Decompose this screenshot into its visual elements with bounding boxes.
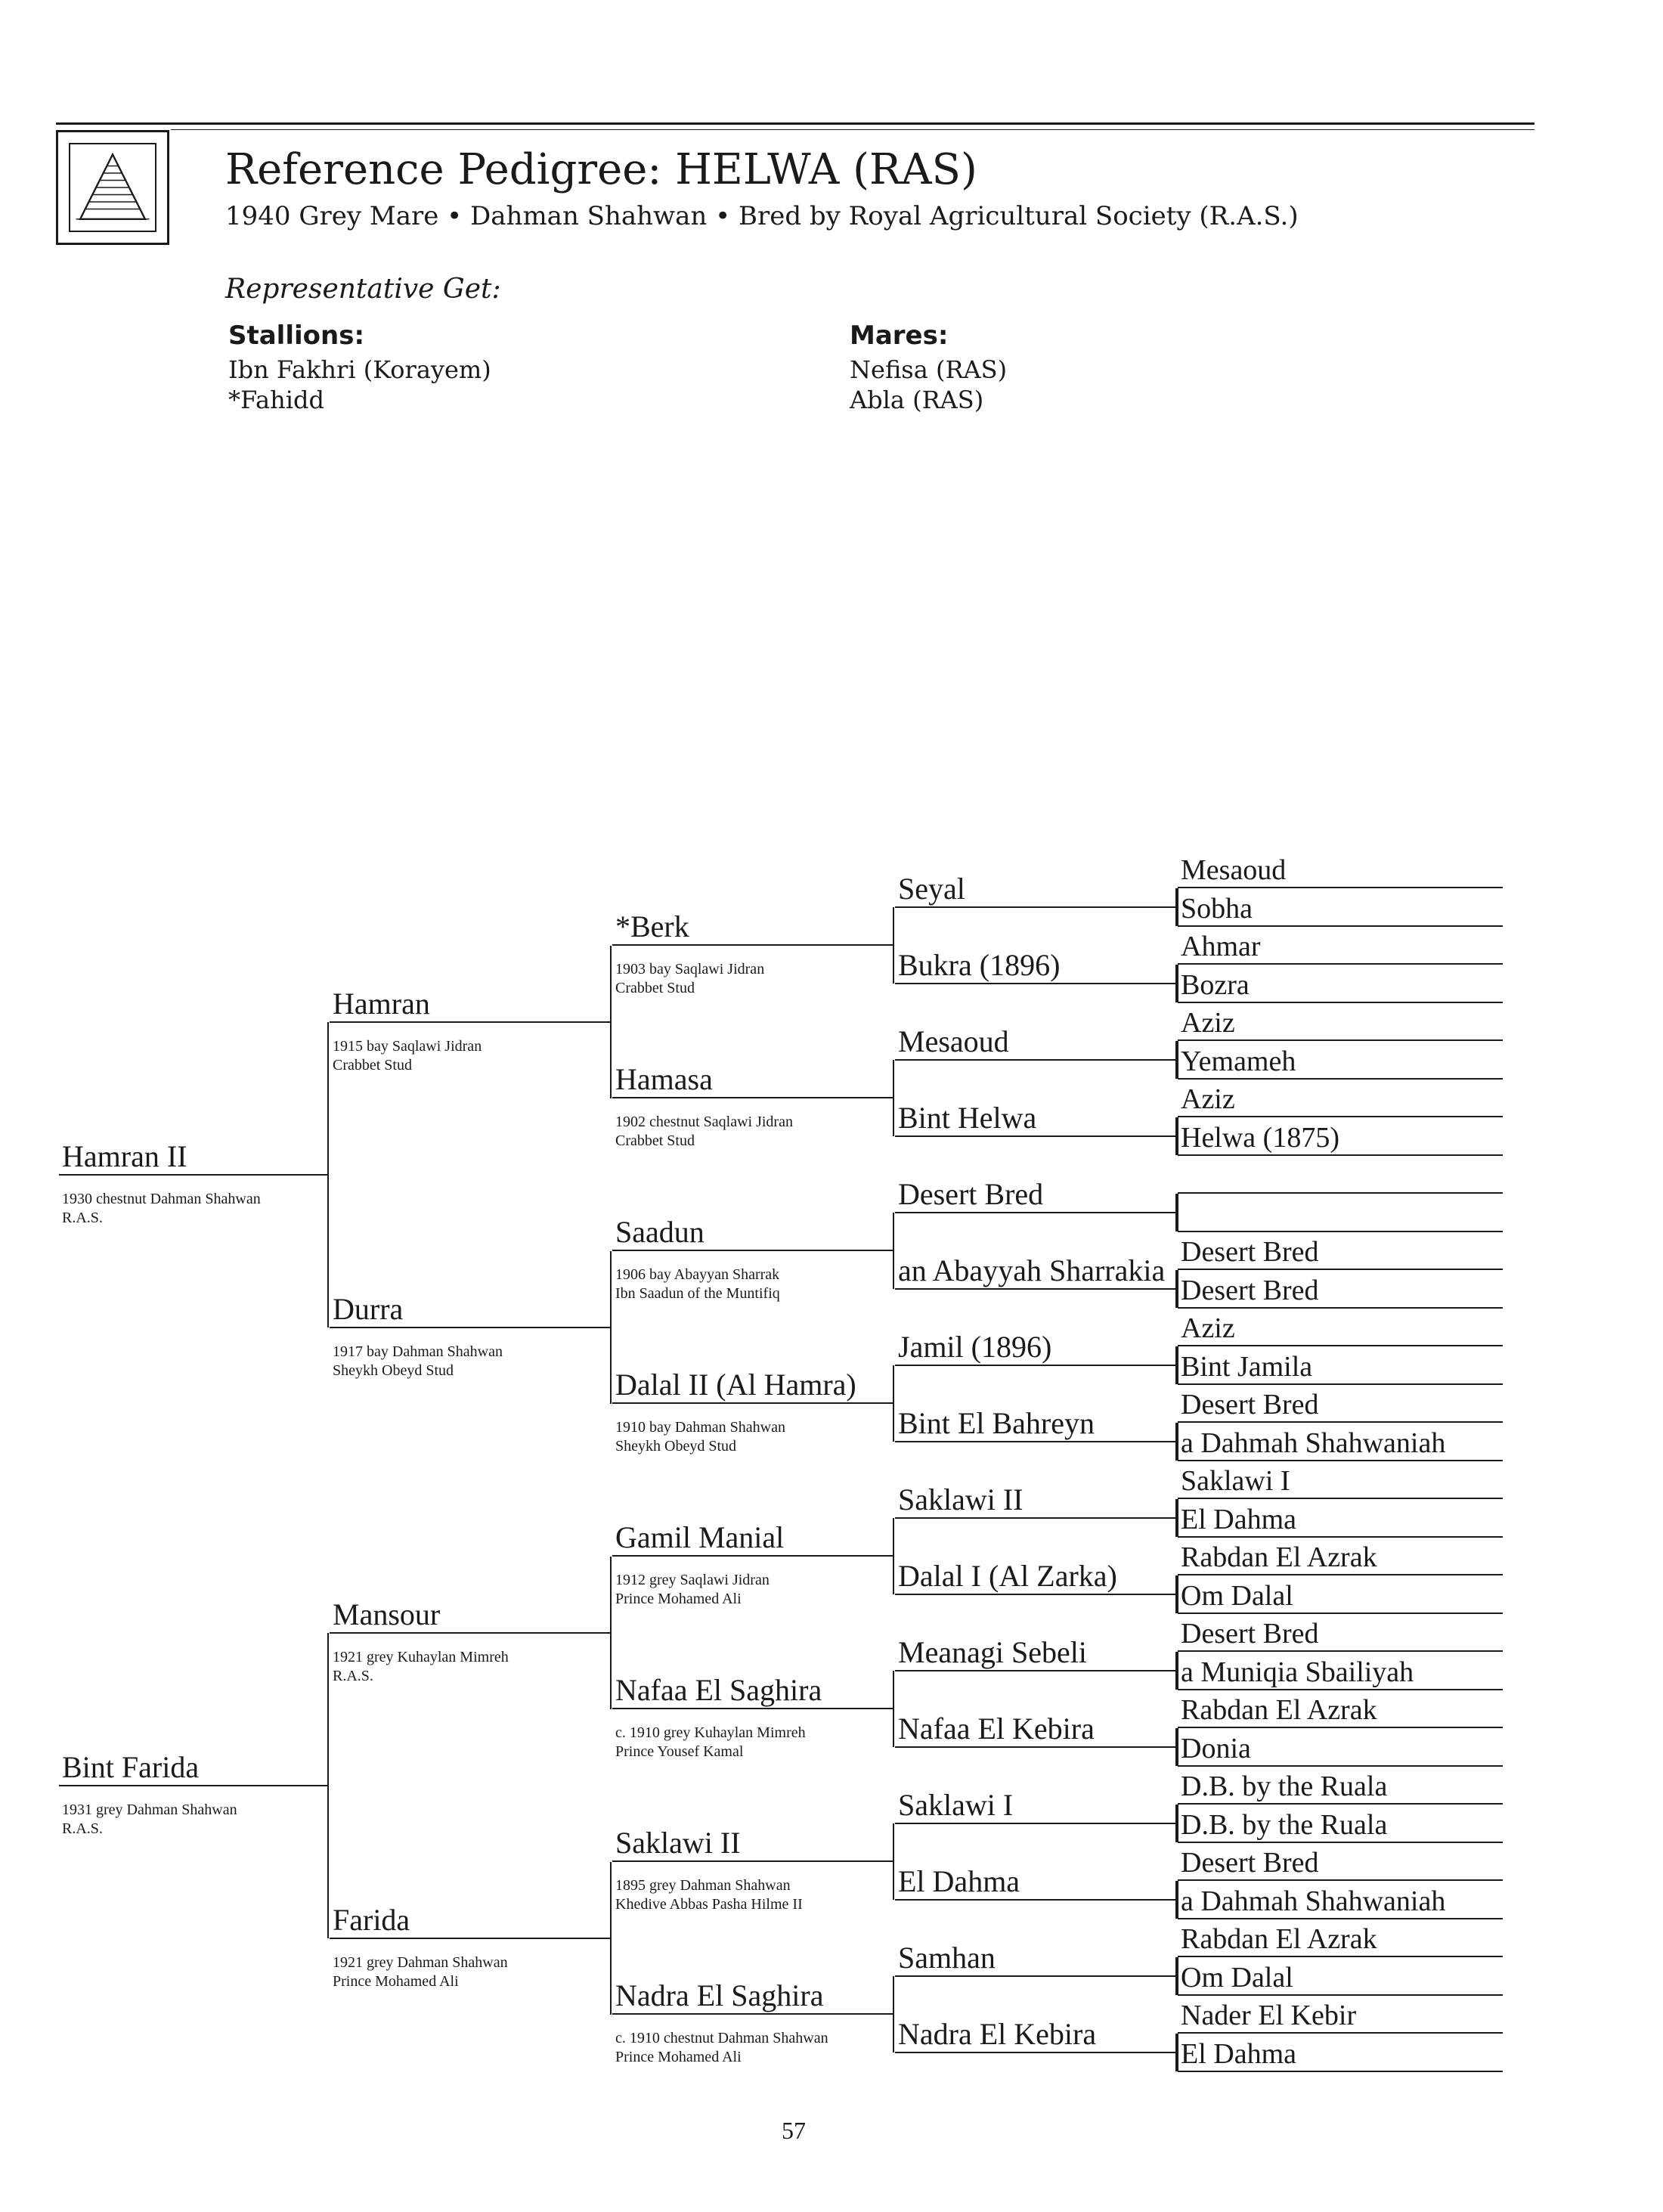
horse-description: 1906 bay Abayyan Sharrak: [615, 1266, 780, 1283]
horse-name: El Dahma: [898, 1864, 1020, 1898]
horse-description: 1921 grey Kuhaylan Mimreh: [333, 1649, 509, 1665]
horse-name: a Dahmah Shahwaniah: [1181, 1427, 1446, 1459]
horse-description: Prince Mohamed Ali: [615, 1591, 742, 1607]
page-title: Reference Pedigree: HELWA (RAS): [225, 145, 977, 194]
horse-name: Rabdan El Azrak: [1181, 1694, 1377, 1726]
horse-name: Mesaoud: [1181, 854, 1287, 886]
horse-name: Saadun: [615, 1215, 705, 1249]
horse-description: Crabbet Stud: [615, 1132, 695, 1149]
mares-heading: Mares:: [850, 321, 949, 351]
horse-description: Khedive Abbas Pasha Hilme II: [615, 1896, 803, 1913]
horse-name: Saklawi I: [898, 1788, 1014, 1822]
horse-description: 1930 chestnut Dahman Shahwan: [62, 1191, 261, 1207]
horse-description: R.A.S.: [333, 1668, 373, 1684]
horse-name: Desert Bred: [1181, 1847, 1319, 1879]
horse-name: Aziz: [1181, 1007, 1235, 1039]
horse-name: Om Dalal: [1181, 1962, 1293, 1994]
horse-name: Desert Bred: [1181, 1236, 1319, 1268]
horse-description: 1895 grey Dahman Shahwan: [615, 1877, 791, 1894]
stallions-heading: Stallions:: [228, 321, 365, 351]
horse-name: Nadra El Saghira: [615, 1978, 824, 2012]
horse-description: 1921 grey Dahman Shahwan: [333, 1954, 508, 1971]
stallion-item: *Fahidd: [228, 386, 324, 414]
page-number: 57: [782, 2117, 806, 2144]
horse-description: Prince Mohamed Ali: [333, 1973, 459, 1990]
horse-name: Ahmar: [1181, 931, 1261, 962]
horse-name: Dalal I (Al Zarka): [898, 1559, 1117, 1593]
horse-description: 1912 grey Saqlawi Jidran: [615, 1572, 770, 1588]
horse-name: Samhan: [898, 1941, 996, 1975]
horse-name: Nader El Kebir: [1181, 2000, 1357, 2031]
horse-name: Bukra (1896): [898, 948, 1061, 982]
stallion-item: Ibn Fakhri (Korayem): [228, 355, 491, 384]
horse-name: Nafaa El Saghira: [615, 1673, 822, 1707]
horse-name: a Dahmah Shahwaniah: [1181, 1885, 1446, 1917]
horse-name: Desert Bred: [1181, 1275, 1319, 1306]
horse-name: Hamran: [333, 987, 430, 1021]
horse-description: Crabbet Stud: [333, 1057, 412, 1073]
horse-description: Sheykh Obeyd Stud: [615, 1438, 736, 1455]
horse-name: Farida: [333, 1903, 410, 1937]
horse-name: D.B. by the Ruala: [1181, 1809, 1388, 1841]
horse-description: 1931 grey Dahman Shahwan: [62, 1802, 237, 1818]
horse-name: Aziz: [1181, 1312, 1235, 1344]
horse-name: El Dahma: [1181, 1504, 1297, 1535]
horse-name: Saklawi I: [1181, 1465, 1290, 1497]
horse-name: Dalal II (Al Hamra): [615, 1368, 856, 1402]
mare-item: Nefisa (RAS): [850, 355, 1008, 384]
horse-name: Helwa (1875): [1181, 1122, 1339, 1154]
horse-name: Saklawi II: [898, 1482, 1024, 1516]
horse-name: *Berk: [615, 909, 689, 943]
horse-name: Sobha: [1181, 893, 1253, 925]
horse-name: Bozra: [1181, 969, 1250, 1001]
horse-name: a Muniqia Sbailiyah: [1181, 1656, 1414, 1688]
horse-name: Saklawi II: [615, 1826, 741, 1860]
horse-name: D.B. by the Ruala: [1181, 1771, 1388, 1802]
horse-description: 1915 bay Saqlawi Jidran: [333, 1038, 482, 1055]
horse-description: R.A.S.: [62, 1820, 103, 1837]
horse-name: Desert Bred: [1181, 1389, 1319, 1420]
horse-name: Meanagi Sebeli: [898, 1635, 1087, 1669]
horse-description: c. 1910 chestnut Dahman Shahwan: [615, 2030, 828, 2046]
horse-name: El Dahma: [1181, 2038, 1297, 2070]
horse-name: Bint Jamila: [1181, 1351, 1313, 1383]
horse-description: Ibn Saadun of the Muntifiq: [615, 1285, 780, 1302]
horse-name: Rabdan El Azrak: [1181, 1541, 1377, 1573]
representative-get-label: Representative Get:: [225, 274, 501, 305]
horse-name: Desert Bred: [1181, 1618, 1319, 1650]
horse-name: Bint Farida: [62, 1750, 200, 1784]
horse-name: an Abayyah Sharrakia: [898, 1253, 1166, 1287]
horse-name: Seyal: [898, 872, 965, 906]
horse-name: Bint El Bahreyn: [898, 1406, 1095, 1440]
horse-name: Desert Bred: [898, 1177, 1044, 1211]
horse-description: 1910 bay Dahman Shahwan: [615, 1419, 785, 1436]
horse-description: Crabbet Stud: [615, 980, 695, 996]
horse-description: Sheykh Obeyd Stud: [333, 1362, 454, 1379]
horse-name: Nafaa El Kebira: [898, 1712, 1095, 1746]
horse-description: Prince Mohamed Ali: [615, 2049, 742, 2065]
horse-description: R.A.S.: [62, 1210, 103, 1226]
horse-name: Bint Helwa: [898, 1101, 1037, 1135]
page-subtitle: 1940 Grey Mare • Dahman Shahwan • Bred by Royal Agricultural Society (R.A.S.): [225, 201, 1299, 231]
horse-description: 1902 chestnut Saqlawi Jidran: [615, 1114, 793, 1130]
horse-name: Nadra El Kebira: [898, 2017, 1097, 2051]
horse-description: 1917 bay Dahman Shahwan: [333, 1343, 503, 1360]
mare-item: Abla (RAS): [850, 386, 984, 414]
horse-name: Hamran II: [62, 1139, 187, 1173]
horse-name: Rabdan El Azrak: [1181, 1923, 1377, 1955]
horse-description: c. 1910 grey Kuhaylan Mimreh: [615, 1724, 806, 1741]
horse-name: Hamasa: [615, 1062, 713, 1096]
horse-name: Om Dalal: [1181, 1580, 1293, 1612]
horse-description: Prince Yousef Kamal: [615, 1743, 744, 1760]
horse-name: Gamil Manial: [615, 1520, 785, 1554]
horse-name: Aziz: [1181, 1083, 1235, 1115]
horse-name: Yemameh: [1181, 1046, 1296, 1077]
horse-name: Durra: [333, 1292, 404, 1326]
horse-name: Mesaoud: [898, 1024, 1009, 1058]
horse-description: 1903 bay Saqlawi Jidran: [615, 961, 765, 977]
horse-name: Jamil (1896): [898, 1330, 1052, 1364]
horse-name: Mansour: [333, 1597, 441, 1631]
horse-name: Donia: [1181, 1733, 1251, 1764]
